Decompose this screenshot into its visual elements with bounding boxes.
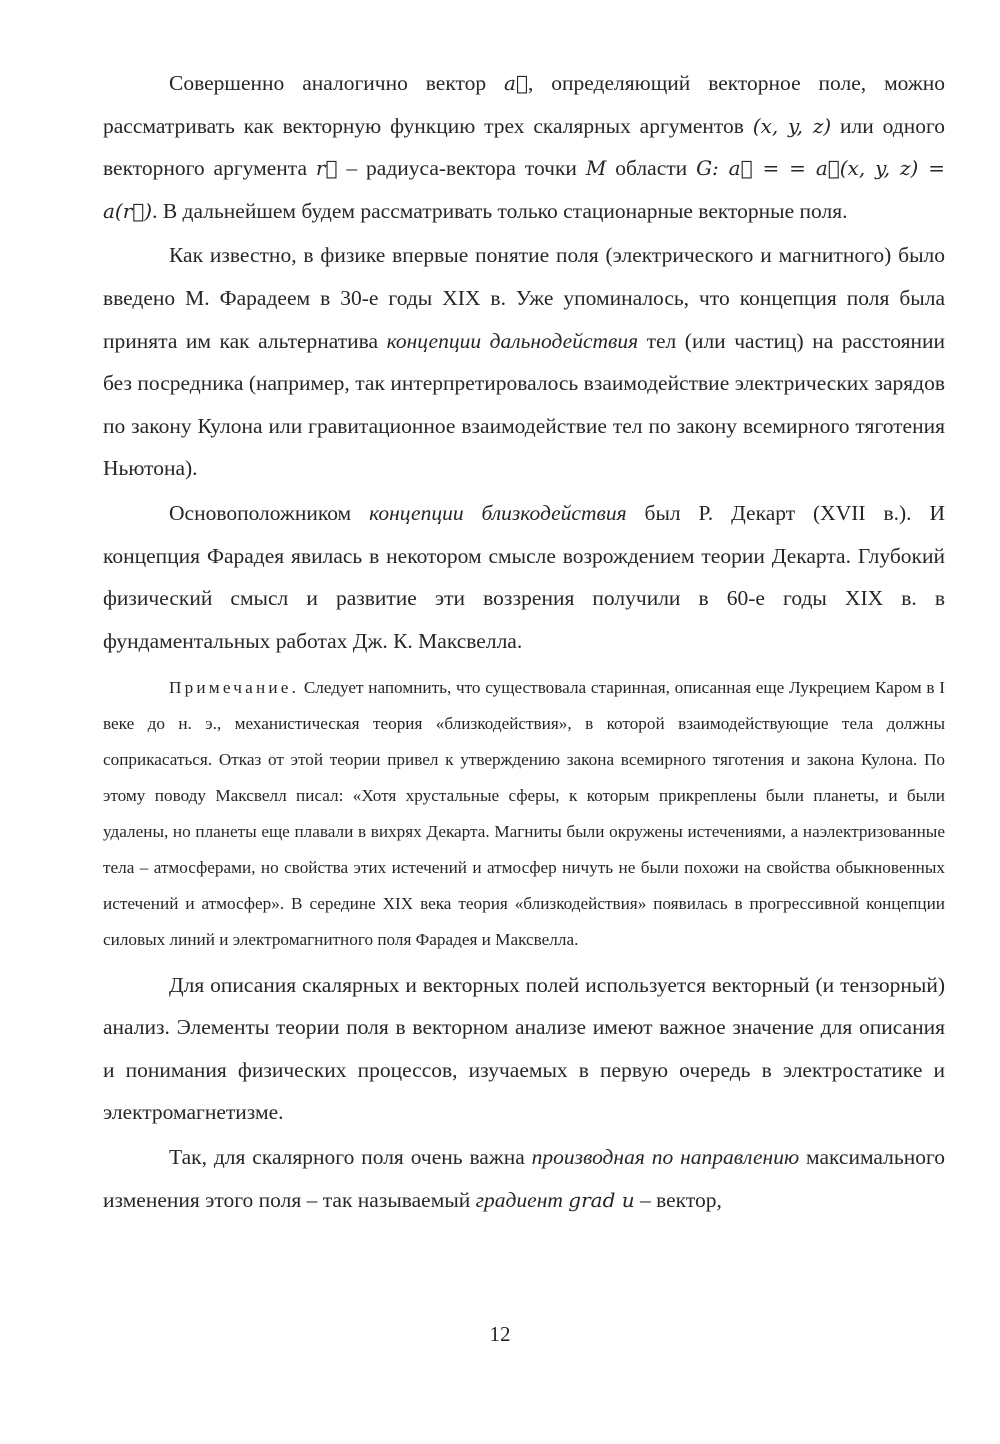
text: Основоположником [169,500,370,525]
text: Совершенно аналогично вектор [169,71,505,95]
text: . В дальнейшем будем рассматривать только стационарные векторные поля. [152,198,848,223]
paragraph-gradient [103,1136,945,1221]
text: тел (или частиц) на расстоянии без посредника (например, так интерпретировалось взаимодействие электрических зарядов по закону Кулона или гравитационное взаимодействие тел по закону всемирного тяготения Ньютона). [103,328,945,481]
text: Как известно, в физике впервые понятие поля (электрического и магнитного) было введено М. Фарадеем в 30-е годы XIX в. Уже упоминалось, что концепция поля была принята им как альтернатива [103,243,945,353]
page-number: 12 [489,1322,511,1346]
text: – вектор, [634,1187,722,1212]
paragraph-faraday [103,234,945,490]
page-body [103,62,945,1221]
note-lead: Примечание. [169,678,300,698]
emphasis-term: производная по направлению [531,1144,800,1169]
vector-a-symbol: a⃗ [504,71,528,95]
emphasis-term: концепции близкодействия [369,500,627,525]
text: или одного векторного аргумента [103,113,945,181]
paragraph-vector-field [103,62,945,232]
arguments-xyz: (x, y, z) [752,113,832,138]
point-m-symbol: M [585,156,607,181]
text: , определяющий векторное поле, можно рассматривать как векторную функцию трех скалярных аргументов [103,71,946,138]
text: – радиуса-вектора точки [337,156,586,181]
paragraph-descartes [103,492,945,662]
paragraph-vector-analysis: Для описания скалярных и векторных полей используется векторный (и тензорный) анализ. Элементы теории поля в векторном анализе имеют важное значение для описания и понимания физических процессов, изучаемых в первую очередь в электростатике и электромагнетизме. [103,972,945,1125]
grad-u-formula: grad u [568,1187,635,1212]
radius-vector-symbol: r⃗ [315,156,338,181]
emphasis-term: концепции дальнодействия [386,328,639,353]
vector-function-formula: G: a⃗ = = a⃗(x, y, z) = a(r⃗) [103,156,945,223]
text: был Р. Декарт (XVII в.). И концепция Фарадея явилась в некотором смысле возрождением теории Декарта. Глубокий физический смысл и развитие эти воззрения получили в 60-е годы XIX в. в фундаментальных работах Дж. К. Максвелла. [103,500,945,653]
text: области [606,156,697,181]
note-text: Следует напомнить, что существовала старинная, описанная еще Лукрецием Каром в I веке до н. э., механистическая теория «близкодействия», в которой взаимодействующие тела должны соприкасаться. Отказ от этой теории привел к утверждению закона всемирного тяготения и закона Кулона. По этому поводу Максвелл писал: «Хотя хрустальные сферы, к которым прикреплены были планеты, и были удалены, но планеты еще плавали в вихрях Декарта. Магниты были окружены истечениями, а наэлектризованные тела – атмосферами, но свойства этих истечений и атмосфер ничуть не были похожи на свойства обыкновенных истечений и атмосфер». В середине XIX века теория «близкодействия» появилась в прогрессивной концепции силовых линий и электромагнитного поля Фарадея и Максвелла. [103,678,945,949]
note-paragraph [103,670,945,957]
text: максимального изменения этого поля – так называемый [103,1144,945,1212]
emphasis-term: градиент [475,1187,563,1212]
text: Так, для скалярного поля очень важна [169,1144,532,1169]
